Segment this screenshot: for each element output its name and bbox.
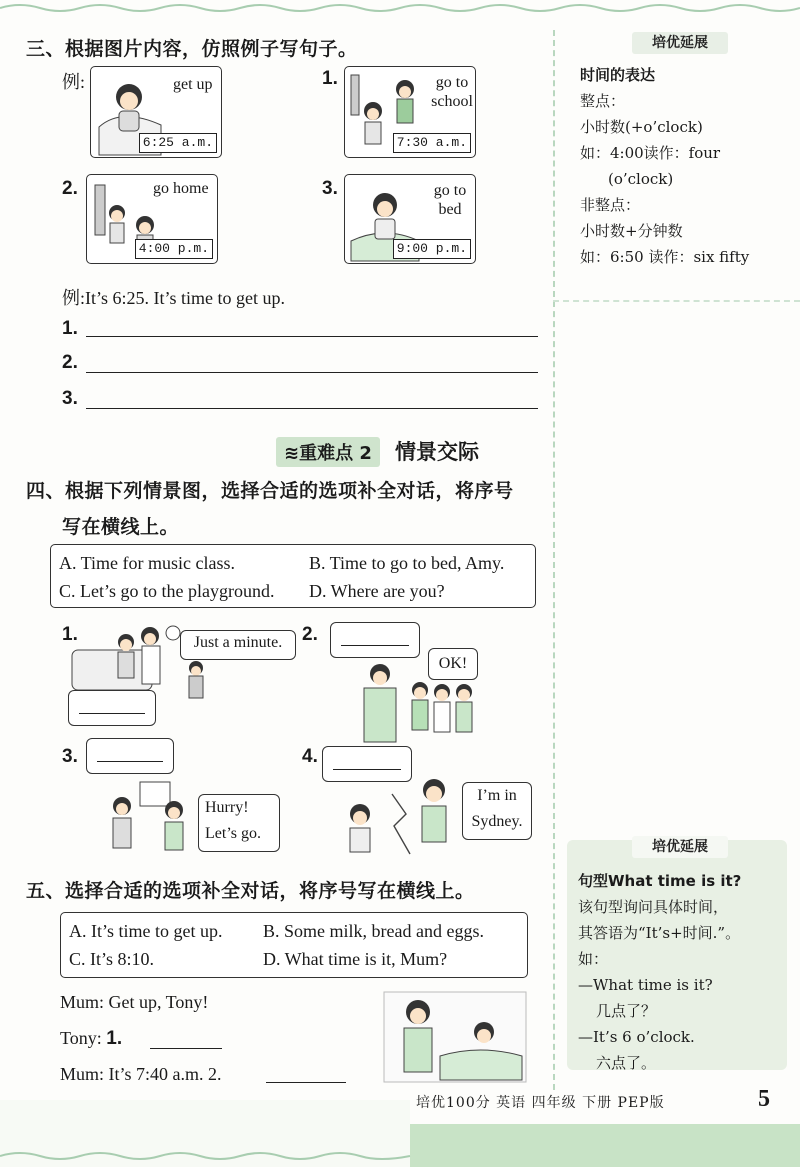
section4-title-cont: 写在横线上。 [62,516,180,538]
sidebar-line: (o’clock) [608,170,674,188]
speaker: Mum: [60,992,105,1012]
picture-example [90,66,222,158]
sidebar-line: 几点了？ [596,1002,657,1020]
scene-3-illustration [100,780,200,860]
clock-time: 4:00 p.m. [135,239,213,259]
heading-title: 情景交际 [394,440,479,464]
page-number: 5 [758,1086,770,1112]
answer-line-2[interactable] [86,372,538,373]
scene-number: 4. [302,746,318,767]
speech-bubble: Hurry! Let’s go. [198,794,280,852]
section4-title: 四、根据下列情景图，选择合适的选项补全对话，将序号 [26,480,514,502]
blank-number: 1. [106,1028,123,1049]
answer-line-3[interactable] [86,408,538,409]
answer-label: 3. [62,388,78,409]
blank-line [333,769,401,770]
picture-1 [344,66,476,158]
sidebar-line: 其答语为“It’s+时间.”。 [578,924,741,942]
blank-line [341,645,409,646]
top-wave-border [0,0,800,16]
sidebar-separator [553,300,800,302]
phrase-go-home: go home [153,180,209,197]
picture-number: 1. [322,68,338,89]
answer-bubble-1[interactable] [68,690,156,726]
section5-title: 五、选择合适的选项补全对话，将序号写在横线上。 [26,880,475,902]
sidebar-line: 小时数(+o’clock) [580,118,703,136]
option-c: C. It’s 8:10. [69,949,155,969]
answer-bubble-3[interactable] [86,738,174,774]
answer-line-5-1[interactable] [150,1048,222,1049]
option-b: B. Some milk, bread and eggs. [263,921,484,941]
answer-bubble-2[interactable] [330,622,420,658]
speech-bubble: I’m in Sydney. [462,782,532,840]
phrase-go-to-school: go to school [431,74,473,110]
heading-badge: ≋重难点 2 [276,437,380,467]
answer-label: 2. [62,352,78,373]
option-d: D. Where are you? [309,581,445,601]
picture-2 [86,174,218,264]
dialogue-line-1 [60,992,208,1013]
picture-3 [344,174,476,264]
answer-line-1[interactable] [86,336,538,337]
sidebar-line: 如：6:50 读作：six fifty [580,248,750,266]
example-sentence: 例:It’s 6:25. It’s time to get up. [62,288,285,308]
clock-time: 6:25 a.m. [139,133,217,153]
section4-options-box [50,544,536,608]
blank-line [79,713,145,714]
speaker: Tony: [60,1028,102,1048]
dialogue-text: Get up, Tony! [108,992,209,1012]
scene-number: 1. [62,624,78,645]
option-d: D. What time is it, Mum? [263,949,448,969]
example-label: 例: [62,72,86,92]
scene-number: 2. [302,624,318,645]
section3-title: 三、根据图片内容，仿照例子写句子。 [26,38,358,60]
clock-time: 9:00 p.m. [393,239,471,259]
option-c: C. Let’s go to the playground. [59,581,275,601]
sidebar-line: —What time is it? [578,976,713,994]
scene-4-illustration [340,774,470,864]
sidebar-line: 该句型询问具体时间， [578,898,729,916]
sidebar-line: 非整点： [580,196,641,214]
sidebar-heading: 句型What time is it? [578,872,742,890]
sidebar-line: 小时数+分钟数 [580,222,683,240]
sidebar-line: —It’s 6 o’clock. [578,1028,695,1046]
sidebar-tag: 培优延展 [632,836,728,858]
phrase-get-up: get up [173,76,213,93]
clock-time: 7:30 a.m. [393,133,471,153]
sidebar-line: 如：4:00读作：four [580,144,721,162]
option-a: A. Time for music class. [59,553,236,573]
dialogue-line-2 [60,1028,122,1050]
mum-tony-illustration [380,990,530,1086]
picture-number: 2. [62,178,78,199]
speech-bubble: Just a minute. [180,630,296,660]
answer-label: 1. [62,318,78,339]
speaker: Mum: [60,1064,105,1084]
scene-number: 3. [62,746,78,767]
sidebar-line: 六点了。 [596,1054,657,1072]
sidebar-divider [553,30,555,1090]
sidebar-heading: 时间的表达 [580,66,656,84]
picture-number: 3. [322,178,338,199]
sidebar-tag: 培优延展 [632,32,728,54]
phrase-go-to-bed: go to bed [433,182,467,218]
section-heading-2 [276,436,479,467]
footer-green-band [0,1100,800,1167]
scene-2-illustration [350,660,500,744]
dialogue-line-3 [60,1064,222,1085]
option-b: B. Time to go to bed, Amy. [309,553,505,573]
sidebar-line: 如： [578,950,609,968]
option-a: A. It’s time to get up. [69,921,223,941]
footer-book-info: 培优100分 英语 四年级 下册 PEP版 [416,1095,665,1111]
speech-bubble: OK! [428,648,478,680]
section5-options-box [60,912,528,978]
blank-line [97,761,163,762]
answer-line-5-2[interactable] [266,1082,346,1083]
dialogue-text: It’s 7:40 a.m. 2. [108,1064,222,1084]
sidebar-line: 整点： [580,92,626,110]
